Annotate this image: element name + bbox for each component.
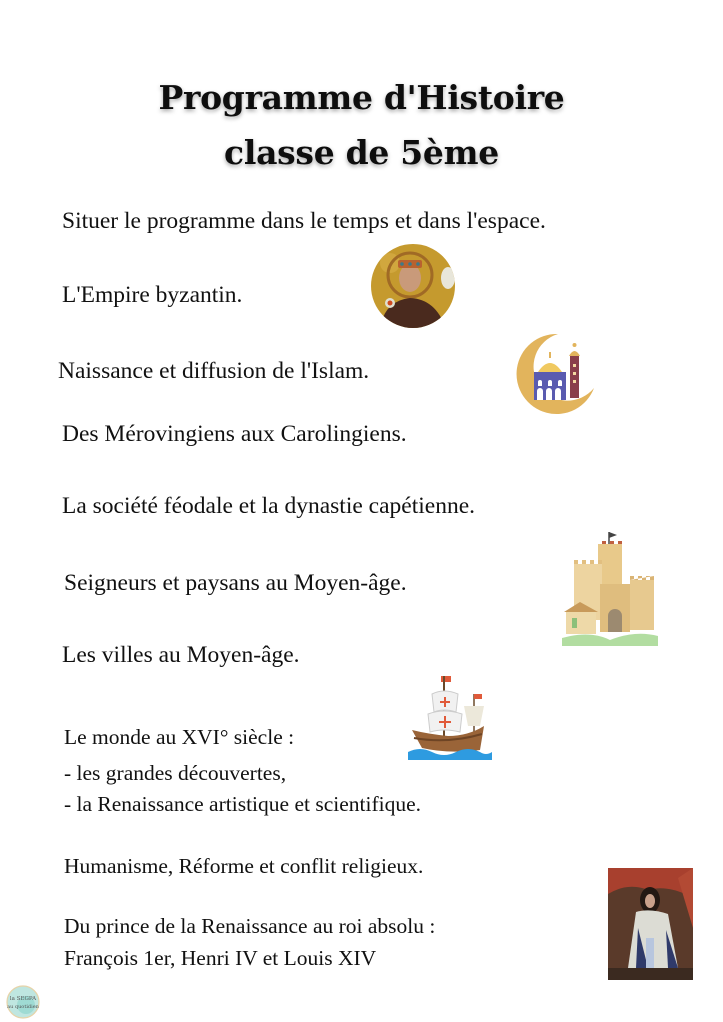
item-xvi-sub2: - la Renaissance artistique et scientifique. bbox=[64, 792, 422, 816]
item-absolu-line1: Du prince de la Renaissance au roi absolu : bbox=[64, 914, 436, 938]
caravel-ship-illustration bbox=[408, 672, 492, 760]
crescent-mosque-icon bbox=[508, 330, 598, 416]
item-situer: Situer le programme dans le temps et dans l'espace. bbox=[62, 208, 546, 234]
louis-xiv-portrait bbox=[608, 868, 693, 980]
item-merovingiens: Des Mérovingiens aux Carolingiens. bbox=[62, 421, 407, 447]
item-absolu-line2: François 1er, Henri IV et Louis XIV bbox=[64, 946, 377, 970]
svg-text:la SEGPA: la SEGPA bbox=[9, 996, 37, 1002]
castle-illustration bbox=[560, 530, 660, 648]
item-islam: Naissance et diffusion de l'Islam. bbox=[58, 358, 370, 384]
segpa-logo bbox=[6, 985, 40, 1019]
item-empire-byzantin: L'Empire byzantin. bbox=[62, 282, 243, 308]
item-humanisme: Humanisme, Réforme et conflit religieux. bbox=[64, 854, 424, 878]
page-title-line2: classe de 5ème bbox=[224, 133, 499, 172]
justinian-mosaic-image bbox=[370, 243, 456, 329]
item-villes: Les villes au Moyen-âge. bbox=[62, 642, 300, 668]
page-title-line1: Programme d'Histoire bbox=[158, 78, 565, 117]
item-societe-feodale: La société féodale et la dynastie capétienne. bbox=[62, 493, 475, 519]
item-xvi-heading: Le monde au XVI° siècle : bbox=[64, 725, 295, 749]
item-xvi-sub1: - les grandes découvertes, bbox=[64, 761, 287, 785]
item-seigneurs: Seigneurs et paysans au Moyen-âge. bbox=[64, 570, 407, 596]
svg-text:au quotidien: au quotidien bbox=[7, 1004, 39, 1010]
